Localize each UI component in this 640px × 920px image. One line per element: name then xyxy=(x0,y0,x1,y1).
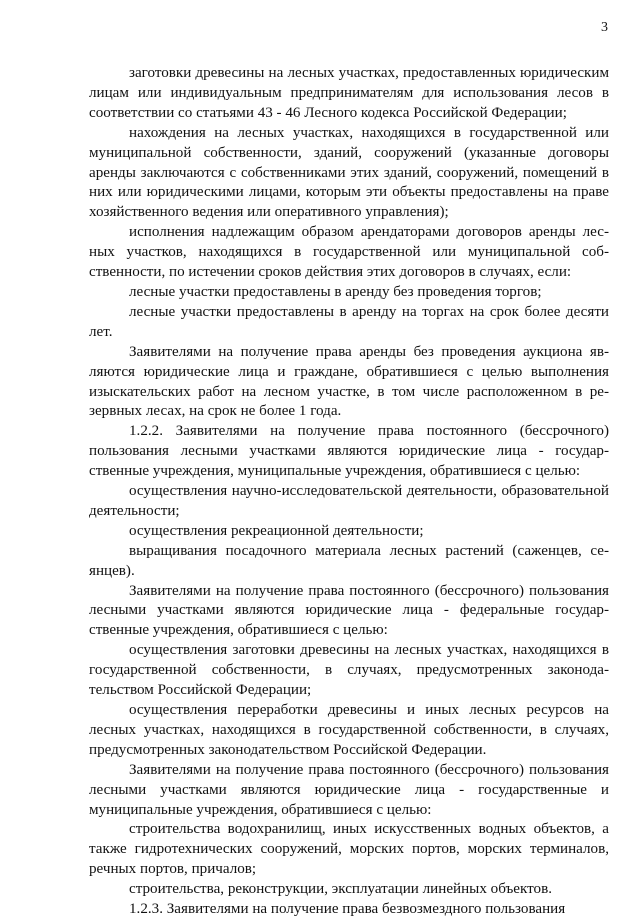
page-number: 3 xyxy=(601,20,608,35)
paragraph-timber-harvesting: заготовки древесины на лесных участках, предоставленных юридическим лицам или индивидуальным предпринимателям для использования лесов в соответствии со статьями 43 - 46 Лесного кодекса Российской Федерации; xyxy=(89,65,609,121)
paragraph-section-1-2-3: 1.2.3. Заявителями на получение права безвозмездного пользования xyxy=(129,901,566,918)
paragraph-research-activity: осуществления научно-исследовательской деятельности, образовательной деятельности; xyxy=(89,483,609,519)
paragraph-lease-fulfillment: исполнения надлежащим образом арендаторами договоров аренды лесных участков, находящихся в государственной или муниципальной собственности, по истечении сроков действия этих договоров в случаях, если: xyxy=(89,224,609,281)
paragraph-buildings-location: нахождения на лесных участках, находящихся в государственной или муниципальной собственности, зданий, сооружений (указанные договоры аренды заключаются с собственниками этих зданий, сооружений, помещений в них или юридическими лицами, которым эти объекты предоставлены на праве хозяйственного ведения или оперативного управления); xyxy=(89,124,609,221)
paragraph-linear-objects: строительства, реконструкции, эксплуатации линейных объектов. xyxy=(129,881,552,898)
paragraph-without-auction: лесные участки предоставлены в аренду без проведения торгов; xyxy=(129,283,542,300)
paragraph-federal-institutions: Заявителями на получение права постоянного (бессрочного) пользования лесными участками являются юридические лица - федеральные государственные учреждения, обратившиеся с целью: xyxy=(89,582,609,639)
paragraph-state-municipal-institutions: Заявителями на получение права постоянного (бессрочного) пользования лесными участками являются юридические лица - государственные и муниципальные учреждения, обратившиеся с целью: xyxy=(89,761,609,818)
paragraph-planting-material: выращивания посадочного материала лесных растений (саженцев, сеянцев). xyxy=(89,542,609,579)
paragraph-state-timber: осуществления заготовки древесины на лесных участках, находящихся в государственной собственности, в случаях, предусмотренных законодательством Российской Федерации; xyxy=(89,642,609,699)
paragraph-timber-processing: осуществления переработки древесины и иных лесных ресурсов на лесных участках, находящихся в государственной собственности, в случаях, предусмотренных законодательством Российской Федерации. xyxy=(89,702,609,758)
paragraph-recreation-activity: осуществления рекреационной деятельности; xyxy=(129,522,424,539)
document-body xyxy=(89,64,609,920)
paragraph-section-1-2-2: 1.2.2. Заявителями на получение права постоянного (бессрочного) пользования лесными участками являются юридические лица - государственные учреждения, муниципальные учреждения, обратившиеся с целью: xyxy=(89,423,609,480)
paragraph-reservoirs-ports: строительства водохранилищ, иных искусственных водных объектов, а также гидротехнических сооружений, морских портов, морских терминалов, речных портов, причалов; xyxy=(89,821,609,878)
paragraph-survey-applicants: Заявителями на получение права аренды без проведения аукциона являются юридические лица и граждане, обратившиеся с целью выполнения изыскательских работ на лесном участке, в том числе расположенном в резервных лесах, на срок не более 1 года. xyxy=(89,343,609,420)
paragraph-auction-term: лесные участки предоставлены в аренду на торгах на срок более десяти лет. xyxy=(89,303,609,340)
